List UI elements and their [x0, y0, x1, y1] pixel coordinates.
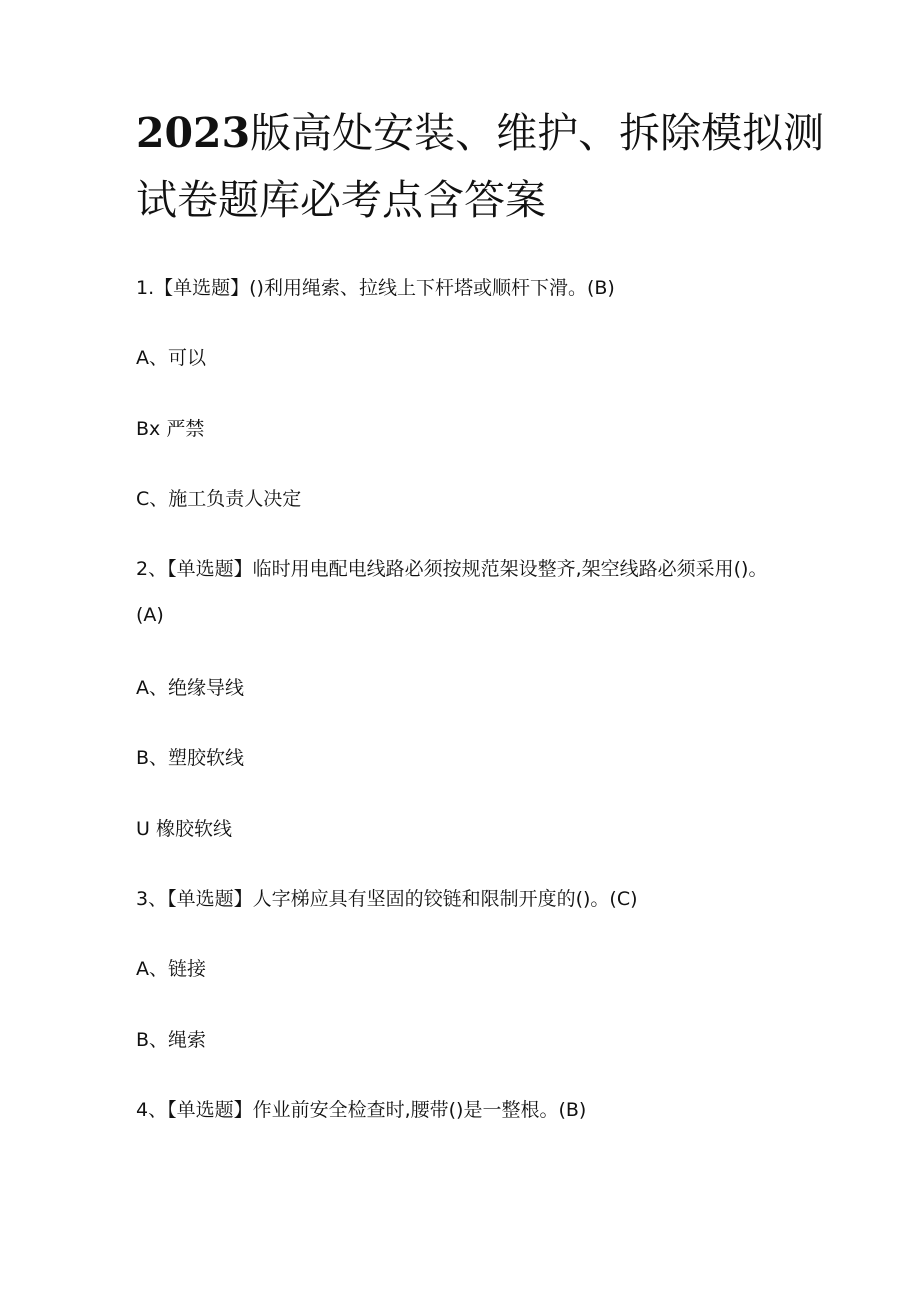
question-2-option-a: A、绝缘导线: [136, 677, 244, 699]
question-2-option-b: B、塑胶软线: [136, 747, 245, 769]
question-3-option-b: B、绳索: [136, 1029, 207, 1051]
question-1-option-c: C、施工负责人决定: [136, 488, 302, 510]
question-2: 2、【单选题】临时用电配电线路必须按规范架设整齐,架空线路必须采用()。(A): [136, 558, 768, 626]
title-text: 版高处安装、维护、拆除模拟测试卷题库必考点含答案: [136, 109, 825, 224]
question-1-option-b: Bx 严禁: [136, 418, 205, 440]
title-year: 2023: [136, 109, 251, 157]
question-1-option-a: A、可以: [136, 347, 206, 369]
question-3-option-a: A、链接: [136, 958, 206, 980]
question-1: 1.【单选题】()利用绳索、拉线上下杆塔或顺杆下滑。(B): [136, 277, 615, 299]
question-4: 4、【单选题】作业前安全检查时,腰带()是一整根。(B): [136, 1099, 587, 1121]
document-title: [136, 100, 836, 234]
question-2-option-c: U 橡胶软线: [136, 818, 232, 840]
question-3: 3、【单选题】人字梯应具有坚固的铰链和限制开度的()。(C): [136, 888, 638, 910]
